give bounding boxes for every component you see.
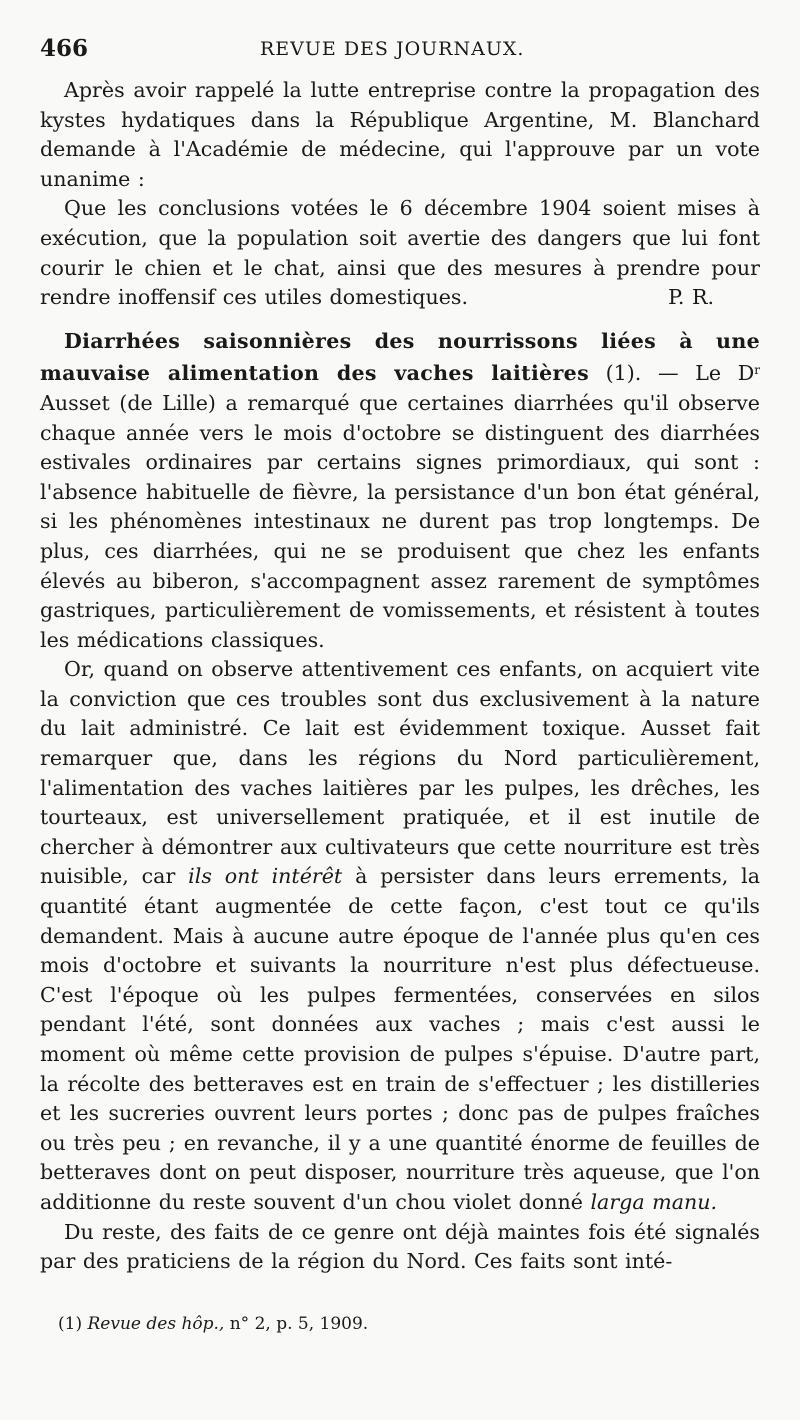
footnote-marker: (1) <box>58 1314 83 1334</box>
doctor-abbrev-letter: D <box>737 361 755 386</box>
paragraph-3 <box>40 327 760 656</box>
italic-phrase-larga-manu: larga manu. <box>590 1189 718 1214</box>
em-dash: — Le <box>658 361 722 386</box>
italic-phrase-interet: ils ont intérêt <box>188 864 343 889</box>
body-text <box>40 76 760 1277</box>
footnote-source: Revue des hôp., <box>87 1314 225 1334</box>
paragraph-4-text-a: Or, quand on observe attentivement ces enfants, on acquiert vite la conviction que ces troubles sont dus exclusivement à la nature du lait administré. Ce lait est évidemment toxique. Ausset fait remarquer que, dans les régions du Nord particulièrement, l'alimentation des vaches laitières par les pulpes, les drêches, les tourteaux, est universellement pratiquée, et il est inutile de chercher à démontrer aux cultivateurs que cette nourriture est très nuisible, car <box>40 657 760 889</box>
doctor-abbrev <box>738 361 760 385</box>
section-heading: Diarrhées saisonnières des nourrissons liées à une mauvaise alimentation des vaches laitières <box>40 328 760 386</box>
paragraph-2 <box>40 194 760 312</box>
paragraph-4-text-b: à persister dans leurs errements, la quantité étant augmentée de cette façon, c'est tout ce qu'ils demandent. Mais à aucune autre époque de l'année plus qu'en ces mois d'octobre et suivants la nourriture n'est plus défectueuse. C'est l'époque où les pulpes fermentées, conservées en silos pendant l'été, sont données aux vaches ; mais c'est aussi le moment où même cette provision de pulpes s'épuise. D'autre part, la récolte des betteraves est en train de s'effectuer ; les distilleries et les sucreries ouvrent leurs portes ; donc pas de pulpes fraîches ou très peu ; en revanche, il y a une quantité énorme de feuilles de betteraves dont on peut disposer, nourriture très aqueuse, que l'on additionne du reste souvent d'un chou violet donné <box>40 864 760 1214</box>
paragraph-5 <box>40 1218 760 1277</box>
footnote-reference: (1). <box>605 361 642 386</box>
footnote-reference-text: n° 2, p. 5, 1909. <box>229 1314 369 1334</box>
paragraph-1-text: Après avoir rappelé la lutte entreprise contre la propagation des kystes hydatiques dans la République Argentine, M. Blanchard demande à l'Académie de médecine, qui l'approuve par un vote unanime : <box>40 78 760 191</box>
paragraph-1 <box>40 76 760 194</box>
running-title: REVUE DES JOURNAUX. <box>260 38 525 60</box>
paragraph-2-text: Que les conclusions votées le 6 décembre 1904 soient mises à exécution, que la population soit avertie des dangers que lui font courir le chien et le chat, ainsi que des mesures à prendre pour rendre inoffensif ces utiles domestiques. <box>40 196 760 310</box>
footnote <box>58 1312 758 1336</box>
page-number: 466 <box>40 35 89 62</box>
paragraph-3-text: Ausset (de Lille) a remarqué que certaines diarrhées qu'il observe chaque année vers le mois d'octobre se distinguent des diarrhées estivales ordinaires par certains signes primordiaux, qui sont : l'absence habituelle de fièvre, la persistance d'un bon état général, si les phénomènes intestinaux ne durent pas trop longtemps. De plus, ces diarrhées, qui ne se produisent que chez les enfants élevés au biberon, s'accompagnent assez rarement de symptômes gastriques, particulièrement de vomissements, et résistent à toutes les médications classiques. <box>40 390 760 652</box>
author-initials: P. R. <box>668 285 714 310</box>
doctor-abbrev-superscript: r <box>754 363 761 378</box>
running-header <box>40 34 760 64</box>
paragraph-5-text: Du reste, des faits de ce genre ont déjà maintes fois été signalés par des praticiens de la région du Nord. Ces faits sont inté- <box>40 1219 760 1274</box>
paragraph-4 <box>40 655 760 1217</box>
